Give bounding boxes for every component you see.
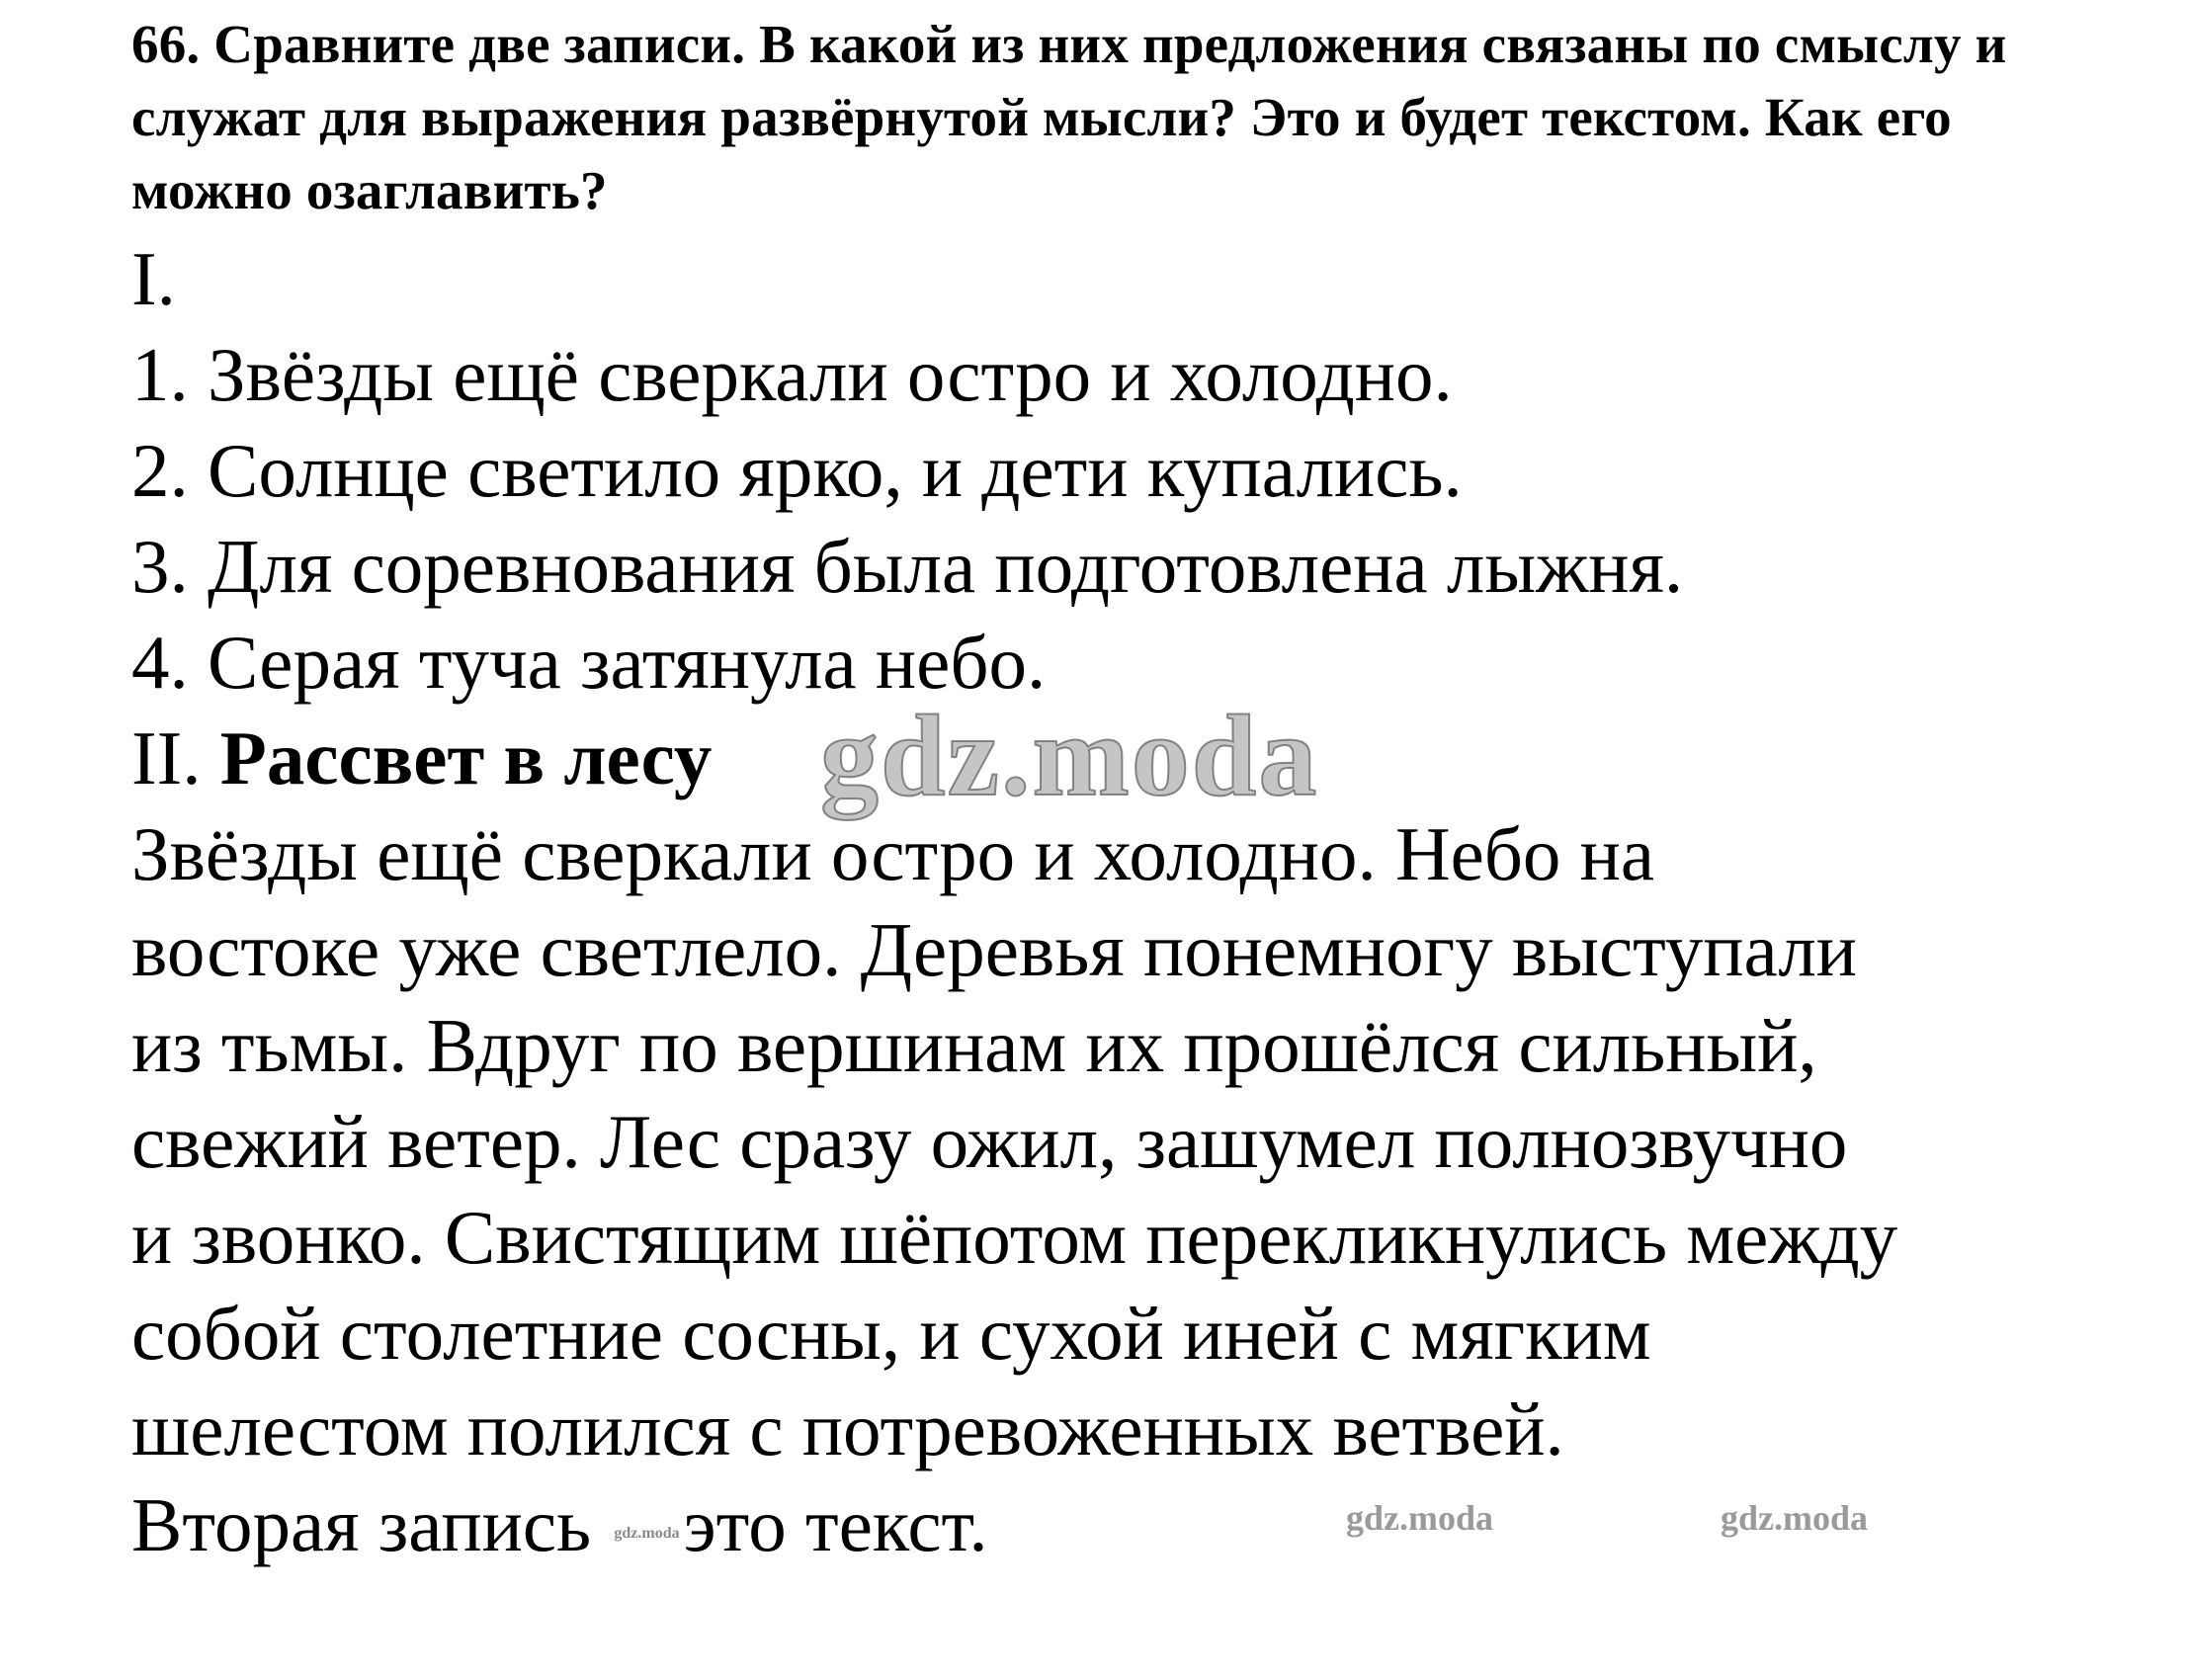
text-line-7: шелестом полился с потревоженных ветвей. xyxy=(131,1386,1564,1471)
text-line-5: и звонко. Свистящим шёпотом перекликнулись между xyxy=(131,1195,1898,1280)
part-one-numeral: I. xyxy=(131,236,176,321)
document-page xyxy=(131,0,2118,1581)
text-line-3: из тьмы. Вдруг по вершинам их прошёлся сильный, xyxy=(131,1003,1817,1088)
part-two-heading-row xyxy=(131,691,2118,820)
task-statement: 66. Сравните две записи. В какой из них предложения связаны по смыслу и служат для выражения развёрнутой мысли? Это и будет текстом. Как его можно озаглавить? xyxy=(131,14,2007,220)
part-one-sentence-3: 3. Для соревнования была подготовлена лыжня. xyxy=(131,524,1684,609)
answer-before: Вторая запись xyxy=(131,1482,592,1567)
answer-row xyxy=(131,1477,2118,1581)
watermark-tiny: gdz.moda xyxy=(614,1524,680,1542)
text-line-1: Звёзды ещё сверкали остро и холодно. Небо на xyxy=(131,811,1655,896)
text-line-2: востоке уже светлело. Деревья понемногу выступали xyxy=(131,907,1857,992)
watermark-small-1: gdz.moda xyxy=(1346,1498,1494,1538)
watermark-large: gdz.moda xyxy=(820,691,1319,820)
part-two-title: Рассвет в лесу xyxy=(219,715,713,800)
part-two-numeral: II. xyxy=(131,715,202,800)
text-line-4: свежий ветер. Лес сразу ожил, зашумел полнозвучно xyxy=(131,1099,1848,1184)
text-line-6: собой столетние сосны, и сухой иней с мягким xyxy=(131,1291,1651,1376)
watermark-small-2: gdz.moda xyxy=(1721,1498,1869,1538)
part-one-sentence-2: 2. Солнце светило ярко, и дети купались. xyxy=(131,428,1463,513)
answer-after: это текст. xyxy=(683,1482,988,1567)
part-one-sentence-4: 4. Серая туча затянула небо. xyxy=(131,620,1047,705)
part-one-sentence-1: 1. Звёзды ещё сверкали остро и холодно. xyxy=(131,332,1453,417)
